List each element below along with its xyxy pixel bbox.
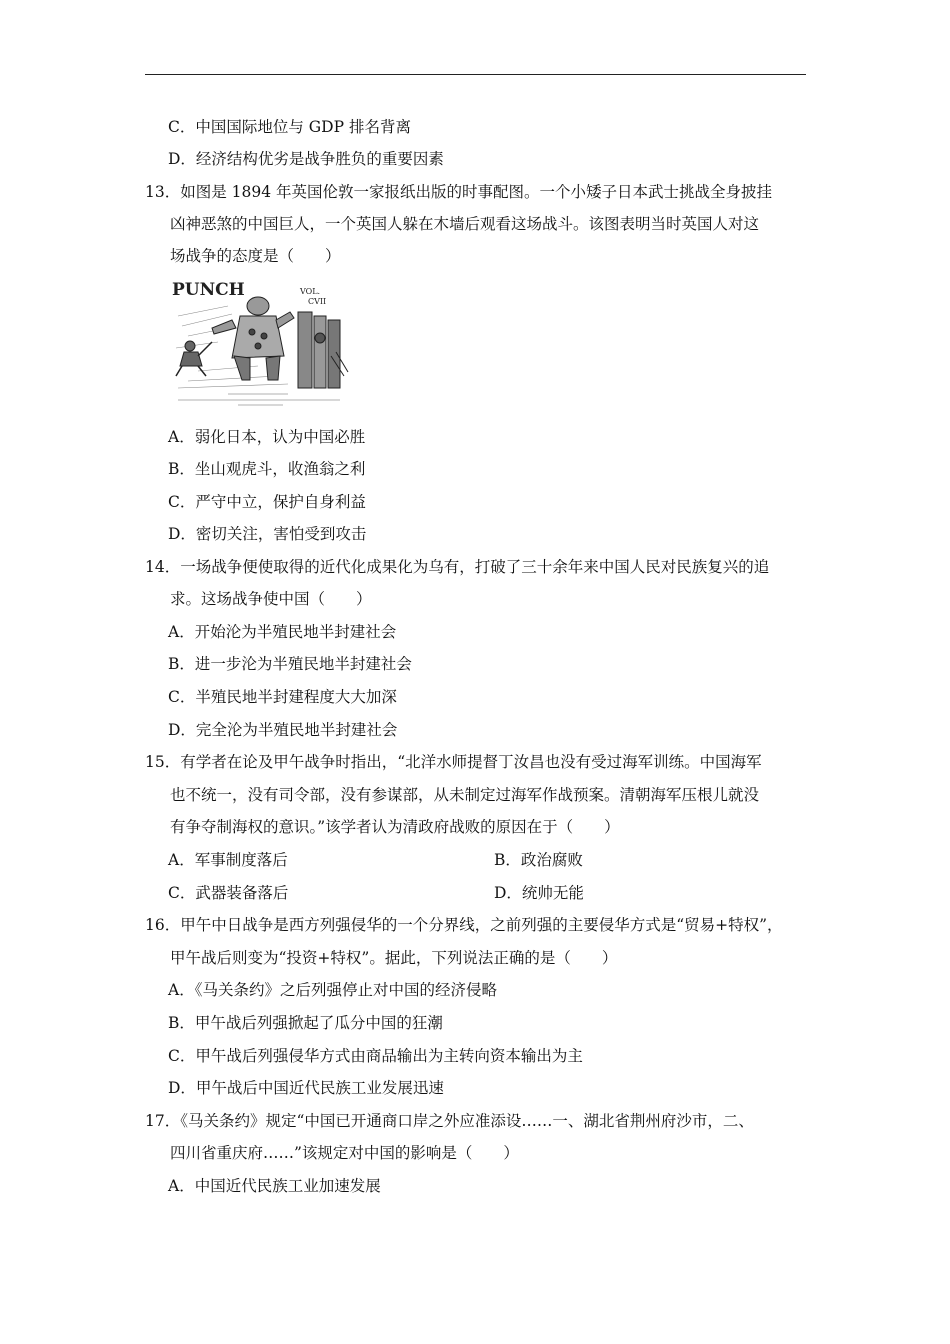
cartoon-vol: VOL. <box>300 287 321 296</box>
q13-option-a: A．弱化日本，认为中国必胜 <box>168 428 366 446</box>
punch-cartoon-illustration <box>168 276 351 410</box>
q17-option-a: A．中国近代民族工业加速发展 <box>168 1177 381 1195</box>
q13-option-c: C．严守中立，保护自身利益 <box>168 493 366 511</box>
q16-stem-line1: 16．甲午中日战争是西方列强侵华的一个分界线，之前列强的主要侵华方式是“贸易+特权”， <box>145 916 783 934</box>
q14-option-a: A．开始沦为半殖民地半封建社会 <box>168 623 397 641</box>
q16-option-d: D．甲午战后中国近代民族工业发展迅速 <box>168 1079 444 1097</box>
q14-option-b: B．进一步沦为半殖民地半封建社会 <box>168 655 412 673</box>
q14-option-c: C．半殖民地半封建程度大大加深 <box>168 688 397 706</box>
option-c-prev: C．中国国际地位与 GDP 排名背离 <box>168 118 411 136</box>
q17-stem-line1: 17．《马关条约》规定“中国已开通商口岸之外应准添设……一、湖北省荆州府沙市，二、 <box>145 1112 754 1130</box>
q13-stem-line3: 场战争的态度是（ ） <box>170 247 341 265</box>
cartoon-volnum: CVII <box>308 297 327 306</box>
q13-option-d: D．密切关注，害怕受到攻击 <box>168 525 367 543</box>
q15-stem-line1: 15．有学者在论及甲午战争时指出，“北洋水师提督丁汝昌也没有受过海军训练。中国海军 <box>145 753 762 771</box>
q15-option-a: A．军事制度落后 <box>168 851 288 869</box>
header-rule <box>145 74 806 75</box>
q15-stem-line2: 也不统一，没有司令部，没有参谋部，从未制定过海军作战预案。清朝海军压根儿就没 <box>170 786 760 804</box>
q15-option-b: B．政治腐败 <box>494 851 583 869</box>
cartoon-masthead: PUNCH <box>172 280 245 300</box>
q14-stem-line2: 求。这场战争使中国（ ） <box>170 590 372 608</box>
q16-stem-line2: 甲午战后则变为“投资+特权”。据此，下列说法正确的是（ ） <box>170 949 618 967</box>
q13-stem-line1: 13．如图是 1894 年英国伦敦一家报纸出版的时事配图。一个小矮子日本武士挑战全身披挂 <box>145 183 773 201</box>
q13-stem-line2: 凶神恶煞的中国巨人，一个英国人躲在木墙后观看这场战斗。该图表明当时英国人对这 <box>170 215 760 233</box>
q13-option-b: B．坐山观虎斗，收渔翁之利 <box>168 460 366 478</box>
q15-option-d: D．统帅无能 <box>494 884 584 902</box>
q14-option-d: D．完全沦为半殖民地半封建社会 <box>168 721 398 739</box>
q17-stem-line2: 四川省重庆府……”该规定对中国的影响是（ ） <box>170 1144 519 1162</box>
q16-option-a: A．《马关条约》之后列强停止对中国的经济侵略 <box>168 981 497 999</box>
option-d-prev: D．经济结构优劣是战争胜负的重要因素 <box>168 150 444 168</box>
q15-option-c: C．武器装备落后 <box>168 884 289 902</box>
q16-option-c: C．甲午战后列强侵华方式由商品输出为主转向资本输出为主 <box>168 1047 583 1065</box>
q14-stem-line1: 14．一场战争便使取得的近代化成果化为乌有，打破了三十余年来中国人民对民族复兴的追 <box>145 558 770 576</box>
q15-stem-line3: 有争夺制海权的意识。”该学者认为清政府战败的原因在于（ ） <box>170 818 620 836</box>
q16-option-b: B．甲午战后列强掀起了瓜分中国的狂潮 <box>168 1014 443 1032</box>
